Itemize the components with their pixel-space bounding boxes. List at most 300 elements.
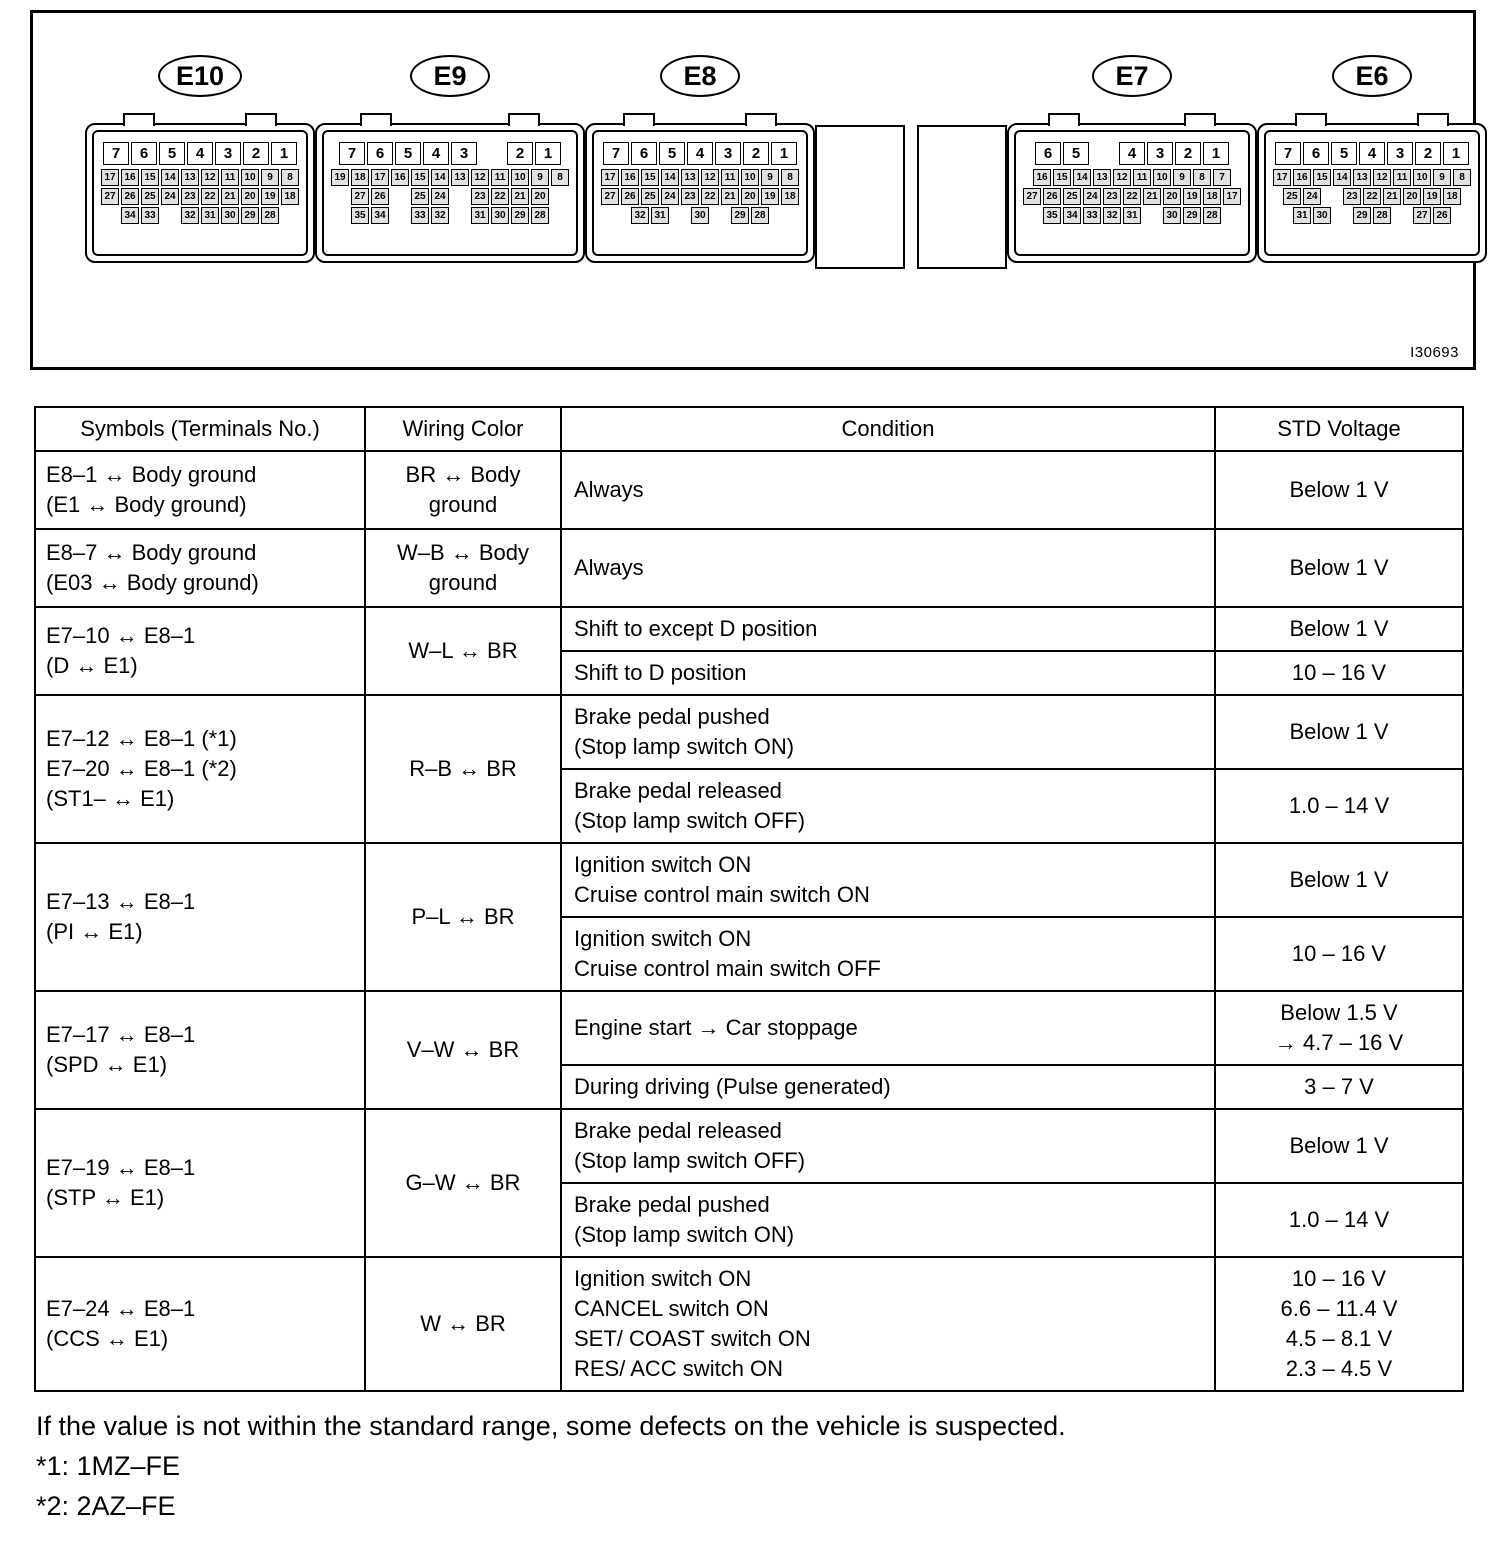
pin-terminal: 14 bbox=[431, 169, 449, 186]
pin-terminal: 2 bbox=[743, 142, 769, 165]
voltage-line: → 4.7 – 16 V bbox=[1274, 1030, 1404, 1055]
connector-body bbox=[315, 123, 585, 263]
pin-terminal: 35 bbox=[1043, 207, 1061, 224]
condition-line: Engine start → Car stoppage bbox=[574, 1015, 858, 1040]
symbols-line: E7–19 ↔ E8–1 bbox=[46, 1155, 196, 1180]
pin-terminal: 3 bbox=[451, 142, 477, 165]
pin-terminal: 29 bbox=[731, 207, 749, 224]
wiring-color-cell bbox=[365, 843, 561, 991]
condition-line: Brake pedal released bbox=[574, 778, 782, 803]
pin-terminal: 18 bbox=[351, 169, 369, 186]
symbols-cell bbox=[35, 607, 365, 695]
pin-terminal: 31 bbox=[471, 207, 489, 224]
symbols-line: E7–10 ↔ E8–1 bbox=[46, 623, 196, 648]
wiring-line: BR ↔ Body bbox=[405, 462, 521, 487]
pin-row bbox=[600, 142, 800, 165]
connector-e6 bbox=[1257, 55, 1487, 263]
pin-terminal: 12 bbox=[1113, 169, 1131, 186]
pin-terminal: 20 bbox=[531, 188, 549, 205]
pin-terminal: 24 bbox=[431, 188, 449, 205]
pin-row bbox=[600, 169, 800, 186]
pin-terminal: 25 bbox=[141, 188, 159, 205]
voltage-line: Below 1 V bbox=[1289, 477, 1389, 502]
pin-terminal: 11 bbox=[1393, 169, 1411, 186]
pin-terminal: 27 bbox=[1023, 188, 1041, 205]
pin-terminal: 30 bbox=[221, 207, 239, 224]
blank-connector bbox=[917, 125, 1007, 269]
pin-terminal: 7 bbox=[1213, 169, 1231, 186]
pin-terminal: 23 bbox=[1343, 188, 1361, 205]
pin-terminal: 30 bbox=[691, 207, 709, 224]
condition-line: Shift to except D position bbox=[574, 616, 818, 641]
wiring-color-cell bbox=[365, 991, 561, 1109]
pin-terminal: 20 bbox=[741, 188, 759, 205]
pin-terminal: 14 bbox=[161, 169, 179, 186]
pin-terminal: 26 bbox=[121, 188, 139, 205]
pin-terminal: 4 bbox=[423, 142, 449, 165]
pin-terminal: 23 bbox=[471, 188, 489, 205]
condition-line: Always bbox=[574, 477, 644, 502]
pin-terminal: 28 bbox=[261, 207, 279, 224]
pin-terminal: 27 bbox=[101, 188, 119, 205]
pin-terminal: 20 bbox=[241, 188, 259, 205]
wiring-color-cell bbox=[365, 607, 561, 695]
pin-terminal: 28 bbox=[751, 207, 769, 224]
pin-terminal: 22 bbox=[1123, 188, 1141, 205]
pin-terminal: 26 bbox=[371, 188, 389, 205]
voltage-cell bbox=[1215, 1183, 1463, 1257]
table-row bbox=[35, 529, 1463, 607]
pin-terminal: 16 bbox=[621, 169, 639, 186]
pin-terminal: 11 bbox=[721, 169, 739, 186]
pin-gap bbox=[479, 142, 505, 165]
pin-terminal: 6 bbox=[131, 142, 157, 165]
pin-terminal: 30 bbox=[1313, 207, 1331, 224]
connector-label: E7 bbox=[1092, 55, 1172, 97]
connector-e7 bbox=[1007, 55, 1257, 263]
voltage-line: Below 1 V bbox=[1289, 867, 1389, 892]
condition-line: Brake pedal pushed bbox=[574, 704, 770, 729]
spec-table-header bbox=[35, 407, 1463, 451]
pin-terminal: 10 bbox=[1153, 169, 1171, 186]
pin-terminal: 22 bbox=[491, 188, 509, 205]
connector-body bbox=[1007, 123, 1257, 263]
pin-terminal: 13 bbox=[181, 169, 199, 186]
table-row bbox=[35, 451, 1463, 529]
pin-terminal: 5 bbox=[1063, 142, 1089, 165]
connector-label: E9 bbox=[410, 55, 490, 97]
connector-strip bbox=[85, 55, 1465, 269]
connector-inner bbox=[1264, 130, 1480, 256]
pin-terminal: 32 bbox=[181, 207, 199, 224]
voltage-cell bbox=[1215, 451, 1463, 529]
condition-cell bbox=[561, 843, 1215, 917]
wiring-color-cell bbox=[365, 695, 561, 843]
pin-terminal: 32 bbox=[431, 207, 449, 224]
symbols-line: (STP ↔ E1) bbox=[46, 1185, 165, 1210]
pin-terminal: 27 bbox=[601, 188, 619, 205]
connector-tab bbox=[123, 113, 155, 126]
symbols-line: E7–17 ↔ E8–1 bbox=[46, 1022, 196, 1047]
pin-terminal: 16 bbox=[1293, 169, 1311, 186]
pin-terminal: 15 bbox=[411, 169, 429, 186]
connector-tab bbox=[245, 113, 277, 126]
symbols-cell bbox=[35, 529, 365, 607]
condition-cell bbox=[561, 607, 1215, 651]
symbols-line: (SPD ↔ E1) bbox=[46, 1052, 168, 1077]
voltage-line: 1.0 – 14 V bbox=[1288, 793, 1390, 818]
pin-terminal: 16 bbox=[1033, 169, 1051, 186]
pin-terminal: 33 bbox=[1083, 207, 1101, 224]
table-row bbox=[35, 1257, 1463, 1391]
table-row bbox=[35, 607, 1463, 651]
connector-tab bbox=[360, 113, 392, 126]
connector-label: E10 bbox=[158, 55, 242, 97]
condition-line: (Stop lamp switch ON) bbox=[574, 734, 795, 759]
pin-row bbox=[1022, 188, 1242, 205]
pin-row bbox=[330, 207, 570, 224]
pin-terminal: 25 bbox=[1063, 188, 1081, 205]
pin-row bbox=[1272, 169, 1472, 186]
wiring-color-cell bbox=[365, 451, 561, 529]
pin-terminal: 10 bbox=[741, 169, 759, 186]
pin-gap bbox=[391, 188, 409, 205]
pin-terminal: 13 bbox=[451, 169, 469, 186]
pin-terminal: 10 bbox=[511, 169, 529, 186]
connector-tab bbox=[1417, 113, 1449, 126]
pin-gap bbox=[1393, 207, 1411, 224]
voltage-cell bbox=[1215, 695, 1463, 769]
pin-terminal: 28 bbox=[1203, 207, 1221, 224]
condition-line: Ignition switch ON bbox=[574, 926, 752, 951]
connector-tab bbox=[508, 113, 540, 126]
pin-terminal: 31 bbox=[651, 207, 669, 224]
voltage-cell bbox=[1215, 843, 1463, 917]
pin-terminal: 21 bbox=[1143, 188, 1161, 205]
pin-terminal: 16 bbox=[391, 169, 409, 186]
wiring-color-cell bbox=[365, 529, 561, 607]
pin-terminal: 18 bbox=[1203, 188, 1221, 205]
pin-gap bbox=[451, 188, 469, 205]
connector-inner bbox=[1014, 130, 1250, 256]
pin-terminal: 30 bbox=[491, 207, 509, 224]
pin-terminal: 25 bbox=[641, 188, 659, 205]
pin-terminal: 6 bbox=[1035, 142, 1061, 165]
connector-tab bbox=[745, 113, 777, 126]
connector-tab bbox=[1295, 113, 1327, 126]
pin-terminal: 19 bbox=[1183, 188, 1201, 205]
voltage-line: 10 – 16 V bbox=[1291, 660, 1387, 685]
pin-terminal: 7 bbox=[1275, 142, 1301, 165]
voltage-cell bbox=[1215, 1065, 1463, 1109]
wiring-line: ground bbox=[428, 492, 498, 517]
pin-terminal: 6 bbox=[631, 142, 657, 165]
pin-terminal: 29 bbox=[511, 207, 529, 224]
blank-connectors bbox=[815, 125, 1007, 269]
pin-terminal: 31 bbox=[201, 207, 219, 224]
pin-terminal: 23 bbox=[681, 188, 699, 205]
voltage-line: 10 – 16 V bbox=[1291, 941, 1387, 966]
pin-terminal: 3 bbox=[715, 142, 741, 165]
pin-terminal: 11 bbox=[221, 169, 239, 186]
pin-terminal: 15 bbox=[1313, 169, 1331, 186]
symbols-line: E7–20 ↔ E8–1 (*2) bbox=[46, 756, 237, 781]
connector-label: E6 bbox=[1332, 55, 1412, 97]
pin-terminal: 5 bbox=[395, 142, 421, 165]
condition-cell bbox=[561, 451, 1215, 529]
wiring-line: W–B ↔ Body bbox=[396, 540, 530, 565]
pin-terminal: 13 bbox=[1353, 169, 1371, 186]
condition-line: Shift to D position bbox=[574, 660, 747, 685]
symbols-cell bbox=[35, 1109, 365, 1257]
connector-label: E8 bbox=[660, 55, 740, 97]
pin-terminal: 19 bbox=[761, 188, 779, 205]
table-row bbox=[35, 1109, 1463, 1183]
pin-terminal: 23 bbox=[181, 188, 199, 205]
voltage-cell bbox=[1215, 651, 1463, 695]
pin-terminal: 17 bbox=[101, 169, 119, 186]
pin-row bbox=[1022, 169, 1242, 186]
pin-terminal: 7 bbox=[339, 142, 365, 165]
pin-terminal: 4 bbox=[1119, 142, 1145, 165]
connector-tab bbox=[1048, 113, 1080, 126]
connector-inner bbox=[322, 130, 578, 256]
pin-row bbox=[1272, 142, 1472, 165]
connector-body bbox=[1257, 123, 1487, 263]
pin-terminal: 26 bbox=[1433, 207, 1451, 224]
wiring-color-cell bbox=[365, 1109, 561, 1257]
symbols-line: (D ↔ E1) bbox=[46, 653, 138, 678]
pin-terminal: 5 bbox=[1331, 142, 1357, 165]
pin-terminal: 15 bbox=[1053, 169, 1071, 186]
pin-row bbox=[330, 142, 570, 165]
pin-terminal: 29 bbox=[1353, 207, 1371, 224]
wiring-line: W–L ↔ BR bbox=[408, 638, 518, 663]
condition-line: (Stop lamp switch OFF) bbox=[574, 1148, 806, 1173]
condition-line: RES/ ACC switch ON bbox=[574, 1356, 784, 1381]
connector-body bbox=[85, 123, 315, 263]
pin-row bbox=[600, 188, 800, 205]
pin-terminal: 27 bbox=[1413, 207, 1431, 224]
voltage-line: 3 – 7 V bbox=[1304, 1074, 1374, 1099]
condition-cell bbox=[561, 695, 1215, 769]
pin-terminal: 1 bbox=[771, 142, 797, 165]
condition-cell bbox=[561, 1065, 1215, 1109]
pin-terminal: 1 bbox=[271, 142, 297, 165]
pin-row bbox=[1022, 207, 1242, 224]
pin-terminal: 9 bbox=[761, 169, 779, 186]
pin-terminal: 14 bbox=[1073, 169, 1091, 186]
voltage-line: 1.0 – 14 V bbox=[1288, 1207, 1390, 1232]
pin-gap bbox=[1091, 142, 1117, 165]
pin-terminal: 14 bbox=[661, 169, 679, 186]
voltage-line: Below 1 V bbox=[1289, 555, 1389, 580]
pin-terminal: 21 bbox=[721, 188, 739, 205]
pin-terminal: 9 bbox=[1173, 169, 1191, 186]
condition-cell bbox=[561, 651, 1215, 695]
pin-terminal: 8 bbox=[1453, 169, 1471, 186]
pin-terminal: 3 bbox=[215, 142, 241, 165]
condition-cell bbox=[561, 917, 1215, 991]
condition-cell bbox=[561, 1257, 1215, 1391]
pin-terminal: 1 bbox=[1443, 142, 1469, 165]
note-engine-1: *1: 1MZ–FE bbox=[36, 1451, 181, 1481]
pin-terminal: 29 bbox=[241, 207, 259, 224]
pin-terminal: 8 bbox=[1193, 169, 1211, 186]
connector-tab bbox=[1184, 113, 1216, 126]
symbols-cell bbox=[35, 843, 365, 991]
pin-terminal: 10 bbox=[241, 169, 259, 186]
pin-terminal: 24 bbox=[1083, 188, 1101, 205]
pin-terminal: 34 bbox=[121, 207, 139, 224]
condition-line: Ignition switch ON bbox=[574, 1266, 752, 1291]
pin-terminal: 1 bbox=[1203, 142, 1229, 165]
symbols-cell bbox=[35, 451, 365, 529]
pin-terminal: 12 bbox=[701, 169, 719, 186]
pin-terminal: 25 bbox=[1283, 188, 1301, 205]
table-row bbox=[35, 695, 1463, 769]
pin-terminal: 24 bbox=[161, 188, 179, 205]
pin-row bbox=[1272, 207, 1472, 224]
pin-terminal: 5 bbox=[659, 142, 685, 165]
condition-cell bbox=[561, 1109, 1215, 1183]
pin-terminal: 6 bbox=[1303, 142, 1329, 165]
pin-row bbox=[1022, 142, 1242, 165]
pin-terminal: 2 bbox=[243, 142, 269, 165]
figure-code: I30693 bbox=[1410, 344, 1459, 361]
voltage-cell bbox=[1215, 769, 1463, 843]
pin-terminal: 20 bbox=[1163, 188, 1181, 205]
condition-line: Cruise control main switch ON bbox=[574, 882, 870, 907]
pin-terminal: 19 bbox=[331, 169, 349, 186]
symbols-cell bbox=[35, 1257, 365, 1391]
pin-terminal: 8 bbox=[551, 169, 569, 186]
pin-terminal: 11 bbox=[1133, 169, 1151, 186]
symbols-line: E7–24 ↔ E8–1 bbox=[46, 1296, 196, 1321]
pin-terminal: 3 bbox=[1387, 142, 1413, 165]
pin-row bbox=[100, 142, 300, 165]
condition-line: (Stop lamp switch ON) bbox=[574, 1222, 795, 1247]
pin-terminal: 28 bbox=[1373, 207, 1391, 224]
pin-terminal: 4 bbox=[687, 142, 713, 165]
spec-table bbox=[34, 406, 1464, 1392]
pin-terminal: 12 bbox=[1373, 169, 1391, 186]
pin-terminal: 34 bbox=[371, 207, 389, 224]
table-row bbox=[35, 991, 1463, 1065]
connector-body bbox=[585, 123, 815, 263]
connector-figure bbox=[30, 10, 1476, 370]
pin-terminal: 21 bbox=[221, 188, 239, 205]
pin-terminal: 24 bbox=[1303, 188, 1321, 205]
table-row bbox=[35, 843, 1463, 917]
pin-terminal: 29 bbox=[1183, 207, 1201, 224]
footer-notes bbox=[36, 1406, 1476, 1526]
pin-terminal: 26 bbox=[1043, 188, 1061, 205]
symbols-cell bbox=[35, 695, 365, 843]
pin-terminal: 14 bbox=[1333, 169, 1351, 186]
header-std-voltage: STD Voltage bbox=[1215, 407, 1463, 451]
condition-cell bbox=[561, 1183, 1215, 1257]
symbols-line: E8–7 ↔ Body ground bbox=[46, 540, 257, 565]
pin-terminal: 22 bbox=[1363, 188, 1381, 205]
connector-inner bbox=[92, 130, 308, 256]
blank-connector-group bbox=[815, 55, 1007, 269]
voltage-cell bbox=[1215, 529, 1463, 607]
pin-row bbox=[100, 188, 300, 205]
pin-terminal: 7 bbox=[103, 142, 129, 165]
condition-line: Ignition switch ON bbox=[574, 852, 752, 877]
voltage-cell bbox=[1215, 607, 1463, 651]
pin-terminal: 15 bbox=[641, 169, 659, 186]
pin-terminal: 2 bbox=[1415, 142, 1441, 165]
symbols-line: E7–13 ↔ E8–1 bbox=[46, 889, 196, 914]
pin-terminal: 34 bbox=[1063, 207, 1081, 224]
wiring-line: V–W ↔ BR bbox=[406, 1037, 520, 1062]
pin-terminal: 22 bbox=[201, 188, 219, 205]
pin-gap bbox=[1323, 188, 1341, 205]
spec-table-body bbox=[35, 451, 1463, 1391]
condition-line: Always bbox=[574, 555, 644, 580]
wiring-line: G–W ↔ BR bbox=[405, 1170, 521, 1195]
symbols-line: (PI ↔ E1) bbox=[46, 919, 143, 944]
pin-terminal: 18 bbox=[1443, 188, 1461, 205]
wiring-color-cell bbox=[365, 1257, 561, 1391]
pin-terminal: 5 bbox=[159, 142, 185, 165]
header-condition: Condition bbox=[561, 407, 1215, 451]
pin-terminal: 10 bbox=[1413, 169, 1431, 186]
voltage-cell bbox=[1215, 991, 1463, 1065]
pin-terminal: 32 bbox=[1103, 207, 1121, 224]
note-standard-range: If the value is not within the standard range, some defects on the vehicle is suspected. bbox=[36, 1411, 1066, 1441]
pin-terminal: 9 bbox=[531, 169, 549, 186]
voltage-line: Below 1 V bbox=[1289, 616, 1389, 641]
condition-cell bbox=[561, 529, 1215, 607]
pin-terminal: 21 bbox=[511, 188, 529, 205]
pin-terminal: 18 bbox=[781, 188, 799, 205]
pin-terminal: 9 bbox=[1433, 169, 1451, 186]
pin-terminal: 2 bbox=[1175, 142, 1201, 165]
pin-terminal: 18 bbox=[281, 188, 299, 205]
connector-e10 bbox=[85, 55, 315, 263]
pin-terminal: 28 bbox=[531, 207, 549, 224]
pin-gap bbox=[1333, 207, 1351, 224]
pin-terminal: 8 bbox=[781, 169, 799, 186]
condition-line: SET/ COAST switch ON bbox=[574, 1326, 811, 1351]
pin-terminal: 1 bbox=[535, 142, 561, 165]
connector-e9 bbox=[315, 55, 585, 263]
condition-line: During driving (Pulse generated) bbox=[574, 1074, 891, 1099]
pin-gap bbox=[451, 207, 469, 224]
pin-terminal: 17 bbox=[371, 169, 389, 186]
pin-terminal: 26 bbox=[621, 188, 639, 205]
voltage-line: Below 1 V bbox=[1289, 719, 1389, 744]
pin-row bbox=[1272, 188, 1472, 205]
pin-terminal: 8 bbox=[281, 169, 299, 186]
pin-terminal: 30 bbox=[1163, 207, 1181, 224]
pin-terminal: 2 bbox=[507, 142, 533, 165]
condition-cell bbox=[561, 769, 1215, 843]
connector-inner bbox=[592, 130, 808, 256]
wiring-line: R–B ↔ BR bbox=[409, 756, 517, 781]
symbols-line: (E03 ↔ Body ground) bbox=[46, 570, 259, 595]
pin-terminal: 15 bbox=[141, 169, 159, 186]
connector-tab bbox=[623, 113, 655, 126]
pin-terminal: 20 bbox=[1403, 188, 1421, 205]
pin-gap bbox=[711, 207, 729, 224]
pin-terminal: 17 bbox=[1273, 169, 1291, 186]
condition-line: Cruise control main switch OFF bbox=[574, 956, 881, 981]
condition-line: CANCEL switch ON bbox=[574, 1296, 769, 1321]
